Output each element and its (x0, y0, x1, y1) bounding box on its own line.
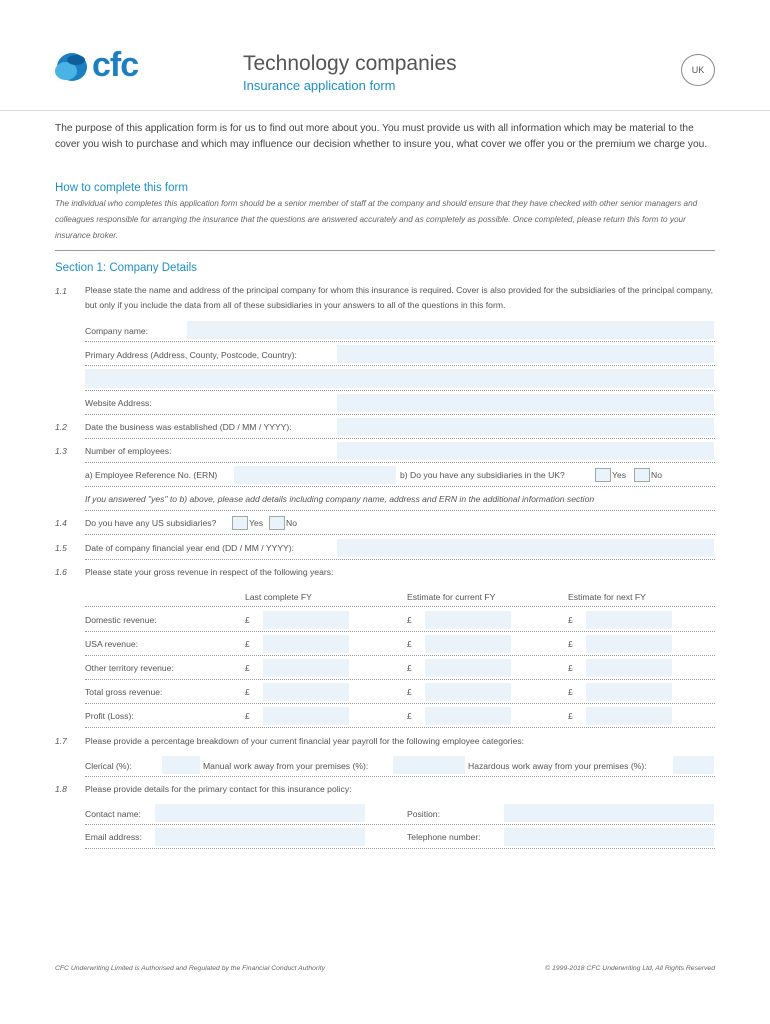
q1-1-number: 1.1 (55, 286, 67, 296)
intro-paragraph: The purpose of this application form is for us to find out more about you. You must provide us with all information which may be material to the cover you wish to purchase and which may influence our decision whether to insure you, what cover we offer you or the premium we charge you. (55, 123, 708, 150)
profit-loss-input-col-1[interactable] (263, 707, 349, 725)
page-subtitle: Insurance application form (243, 78, 396, 93)
uk-subs-no-checkbox[interactable] (634, 468, 650, 482)
company-name-label: Company name: (85, 326, 149, 336)
employees-label: Number of employees: (85, 446, 172, 456)
domestic-revenue-input-col-2[interactable] (425, 611, 511, 629)
email-label: Email address: (85, 832, 142, 842)
row-line (85, 655, 715, 656)
footer-regulatory: CFC Underwriting Limited is Authorised and Regulated by the Financial Conduct Authority (55, 965, 325, 972)
contact-name-input[interactable] (155, 804, 365, 822)
col-last-fy: Last complete FY (245, 592, 312, 602)
usa-revenue-input-col-3[interactable] (586, 635, 672, 653)
revenue-row-label: USA revenue: (85, 639, 139, 649)
revenue-row-label: Other territory revenue: (85, 663, 174, 673)
uk-subs-yes-label: Yes (612, 470, 627, 480)
currency-symbol: £ (568, 615, 573, 625)
usa-revenue-input-col-2[interactable] (425, 635, 511, 653)
row-line (85, 438, 715, 439)
currency-symbol: £ (245, 711, 250, 721)
manual-input[interactable] (393, 756, 465, 774)
row-line (85, 510, 715, 511)
established-date-label: Date the business was established (DD / MM / YYYY): (85, 422, 292, 432)
other-territory-revenue-input-col-3[interactable] (586, 659, 672, 677)
q1-4-number: 1.4 (55, 518, 67, 528)
logo-text: cfc (92, 46, 139, 84)
total-gross-revenue-input-col-2[interactable] (425, 683, 511, 701)
currency-symbol: £ (245, 663, 250, 673)
row-line (85, 414, 715, 415)
contact-label: Please provide details for the primary contact for this insurance policy: (85, 784, 352, 794)
us-subsidiaries-label: Do you have any US subsidiaries? (85, 518, 217, 528)
us-subs-yes-checkbox[interactable] (232, 516, 248, 530)
uk-subs-note: If you answered "yes" to b) above, please add details including company name, address and ERN in the additional information section (85, 494, 595, 504)
currency-symbol: £ (568, 687, 573, 697)
currency-symbol: £ (407, 615, 412, 625)
manual-label: Manual work away from your premises (%): (203, 761, 369, 771)
address-input-line-1[interactable] (337, 345, 714, 363)
usa-revenue-input-col-1[interactable] (263, 635, 349, 653)
clerical-label: Clerical (%): (85, 761, 132, 771)
row-line (85, 390, 715, 391)
profit-loss-input-col-3[interactable] (586, 707, 672, 725)
footer-copyright: © 1999-2018 CFC Underwriting Ltd, All Rights Reserved (545, 965, 715, 972)
section-1-heading: Section 1: Company Details (55, 262, 197, 274)
total-gross-revenue-input-col-3[interactable] (586, 683, 672, 701)
us-subs-no-checkbox[interactable] (269, 516, 285, 530)
currency-symbol: £ (245, 615, 250, 625)
row-line (85, 534, 715, 535)
uk-subs-no-label: No (651, 470, 662, 480)
how-to-text: The individual who completes this application form should be a senior member of staff at the company and should ensure that they have checked with other senior managers and colleagues responsible for arranging the insurance that the questions are answered accurately and as completely as possible. Once completed, please return this form to your insurance broker. (55, 199, 698, 240)
email-input[interactable] (155, 828, 365, 846)
ern-label: a) Employee Reference No. (ERN) (85, 470, 218, 480)
revenue-row-label: Domestic revenue: (85, 615, 157, 625)
contact-name-label: Contact name: (85, 809, 141, 819)
established-date-input[interactable] (337, 418, 714, 436)
currency-symbol: £ (568, 639, 573, 649)
revenue-row-label: Profit (Loss): (85, 711, 134, 721)
currency-symbol: £ (407, 711, 412, 721)
row-line (85, 776, 715, 777)
website-label: Website Address: (85, 398, 152, 408)
telephone-input[interactable] (504, 828, 714, 846)
ern-input[interactable] (234, 466, 396, 484)
row-line (85, 341, 715, 342)
row-line (85, 703, 715, 704)
row-line (85, 365, 715, 366)
how-to-heading: How to complete this form (55, 182, 188, 194)
row-line (85, 486, 715, 487)
total-gross-revenue-input-col-1[interactable] (263, 683, 349, 701)
currency-symbol: £ (407, 663, 412, 673)
website-input[interactable] (337, 394, 714, 412)
q1-8-number: 1.8 (55, 784, 67, 794)
currency-symbol: £ (245, 687, 250, 697)
other-territory-revenue-input-col-2[interactable] (425, 659, 511, 677)
header-divider (0, 110, 770, 111)
row-line (85, 462, 715, 463)
employees-input[interactable] (337, 442, 714, 460)
other-territory-revenue-input-col-1[interactable] (263, 659, 349, 677)
row-line (85, 679, 715, 680)
payroll-label: Please provide a percentage breakdown of your current financial year payroll for the following employee categories: (85, 736, 525, 746)
row-line (85, 848, 715, 849)
col-current-fy: Estimate for current FY (407, 592, 496, 602)
revenue-row-label: Total gross revenue: (85, 687, 163, 697)
profit-loss-input-col-2[interactable] (425, 707, 511, 725)
position-input[interactable] (504, 804, 714, 822)
currency-symbol: £ (568, 663, 573, 673)
q1-3-number: 1.3 (55, 446, 67, 456)
q1-7-number: 1.7 (55, 736, 67, 746)
company-name-input[interactable] (187, 321, 714, 339)
address-input-line-2[interactable] (85, 369, 714, 388)
address-label: Primary Address (Address, County, Postcode, Country): (85, 350, 297, 360)
telephone-label: Telephone number: (407, 832, 481, 842)
domestic-revenue-input-col-3[interactable] (586, 611, 672, 629)
col-next-fy: Estimate for next FY (568, 592, 646, 602)
hazardous-label: Hazardous work away from your premises (%): (468, 761, 647, 771)
hazardous-input[interactable] (673, 756, 714, 774)
position-label: Position: (407, 809, 440, 819)
q1-1-text: Please state the name and address of the principal company for whom this insurance is required. Cover is also provided for the subsidiaries of the principal company, but only if you include the data from all of these subsidiaries in your answers to all of the questions in this form. (85, 285, 713, 310)
row-line (85, 631, 715, 632)
domestic-revenue-input-col-1[interactable] (263, 611, 349, 629)
currency-symbol: £ (245, 639, 250, 649)
uk-subsidiaries-label: b) Do you have any subsidiaries in the UK? (400, 470, 565, 480)
currency-symbol: £ (568, 711, 573, 721)
q1-5-number: 1.5 (55, 543, 67, 553)
row-line (85, 824, 715, 825)
row-line (85, 606, 715, 607)
fy-end-label: Date of company financial year end (DD / MM / YYYY): (85, 543, 295, 553)
clerical-input[interactable] (162, 756, 200, 774)
us-subs-no-label: No (286, 518, 297, 528)
us-subs-yes-label: Yes (249, 518, 264, 528)
page-title: Technology companies (243, 52, 457, 75)
currency-symbol: £ (407, 687, 412, 697)
revenue-label: Please state your gross revenue in respect of the following years: (85, 567, 334, 577)
section-divider (55, 250, 715, 251)
uk-subs-yes-checkbox[interactable] (595, 468, 611, 482)
row-line (85, 727, 715, 728)
fy-end-input[interactable] (337, 539, 714, 557)
q1-2-number: 1.2 (55, 422, 67, 432)
region-badge: UK (681, 54, 715, 86)
row-line (85, 559, 715, 560)
q1-6-number: 1.6 (55, 567, 67, 577)
currency-symbol: £ (407, 639, 412, 649)
